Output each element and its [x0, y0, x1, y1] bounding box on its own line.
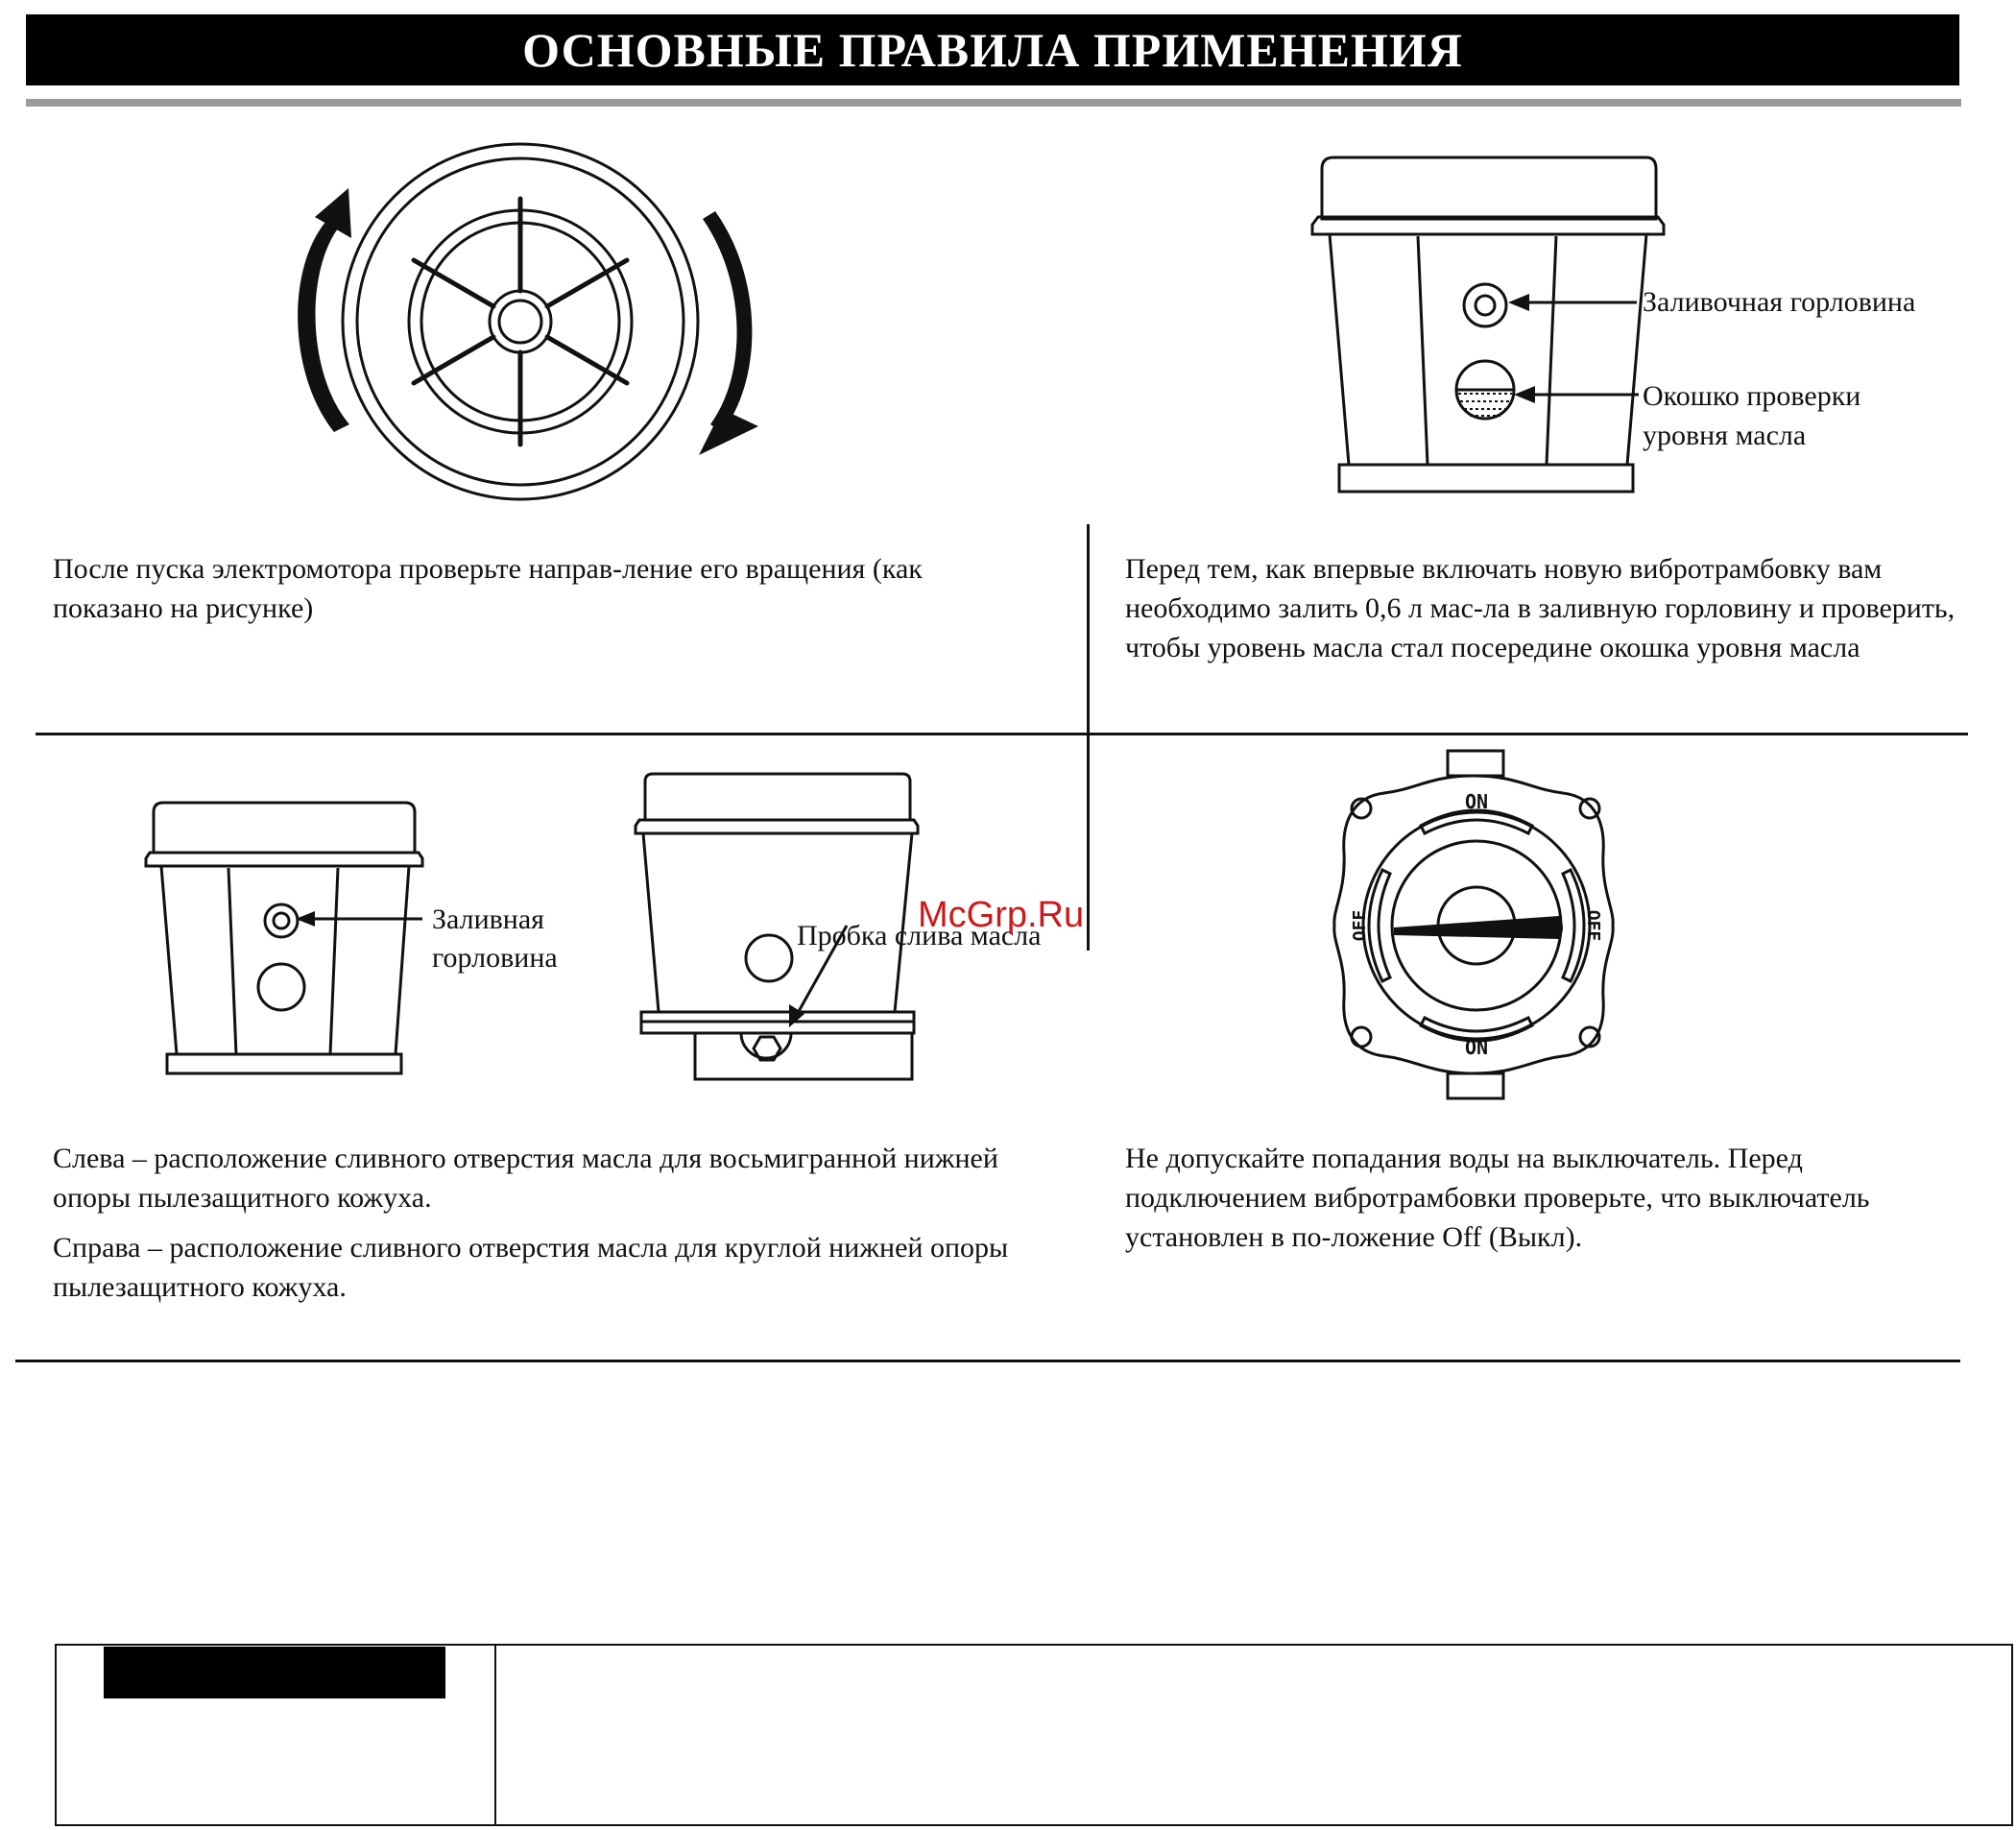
oil-fill-illustration	[1310, 156, 1675, 501]
oil-window-label-line2: уровня масла	[1643, 420, 1807, 451]
switch-on-top: ON	[1464, 790, 1489, 813]
section-bottom-rule	[15, 1360, 1960, 1362]
column-divider-bottom	[1087, 735, 1090, 951]
switch-off-right: OFF	[1583, 909, 1603, 942]
drain-filler-label-line2: горловина	[432, 942, 558, 974]
oil-window-label-line1: Окошко проверки	[1643, 380, 1861, 412]
filler-neck-label: Заливочная горловина	[1643, 286, 1916, 318]
fan-rotation-illustration	[278, 144, 778, 509]
switch-instruction: Не допускайте попадания воды на выключатель. Перед подключением вибротрамбовки проверьте, что выключатель установлен в по-ложение Off (Выкл).	[1125, 1143, 1870, 1253]
drain-plug-label: Пробка слива масла	[797, 920, 1042, 951]
drain-instruction-left: Слева – расположение сливного отверстия масла для восьмигранной нижней опоры пылезащитного кожуха.	[53, 1143, 998, 1214]
switch-off-left: OFF	[1350, 909, 1370, 942]
watermark: McGrp.Ru	[918, 895, 1085, 935]
drain-filler-label-line1: Заливная	[432, 903, 544, 935]
rotation-instruction: После пуска электромотора проверьте направ-ление его вращения (как показано на рисунке)	[53, 553, 923, 624]
oil-fill-instruction: Перед тем, как впервые включать новую вибротрамбовку вам необходимо залить 0,6 л мас-ла в заливную горловину и проверить, чтобы уровень масла стал посередине окошка уровня масла	[1125, 553, 1956, 663]
column-divider-top	[1087, 524, 1090, 735]
footer-black-tab	[104, 1647, 445, 1698]
page-title: ОСНОВНЫЕ ПРАВИЛА ПРИМЕНЕНИЯ	[522, 23, 1463, 77]
filler-housing-illustration	[144, 799, 432, 1077]
switch-on-bottom: ON	[1464, 1036, 1489, 1059]
title-underline	[26, 99, 1961, 107]
row-divider	[36, 733, 1968, 735]
page-title-bar	[26, 14, 1959, 85]
drain-instruction-right: Справа – расположение сливного отверстия масла для круглой нижней опоры пылезащитного кожуха.	[53, 1232, 1009, 1303]
switch-illustration	[1315, 747, 1632, 1102]
footer-divider	[494, 1644, 496, 1826]
